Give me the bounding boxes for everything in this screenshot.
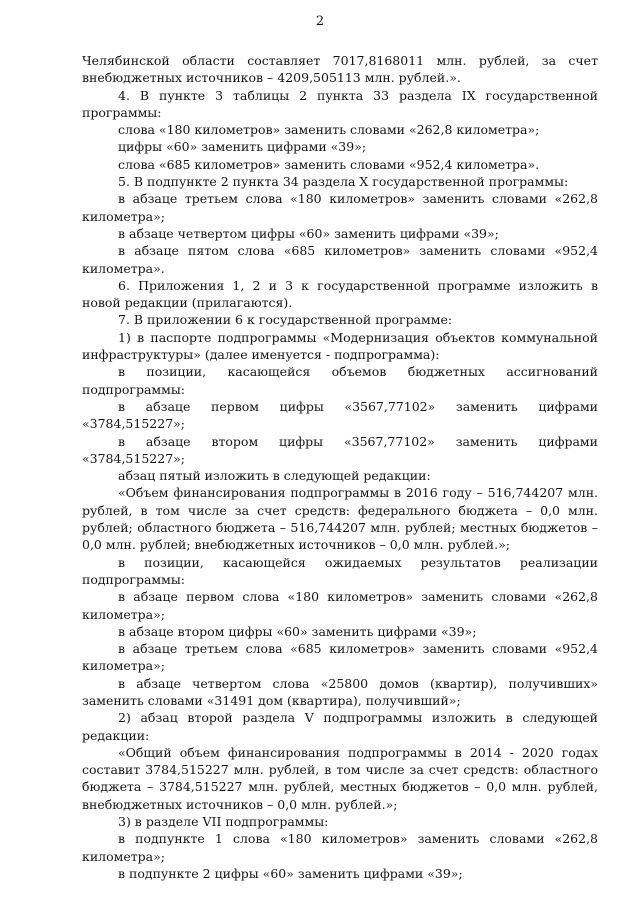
paragraph-p21: в абзаце третьем слова «685 километров» заменить словами «952,4 километра»; <box>82 641 598 674</box>
paragraph-p02: 4. В пункте 3 таблицы 2 пункта 33 раздела IX государственной программы: <box>82 87 598 120</box>
paragraph-p15: в абзаце втором цифры «3567,77102» заменить цифрами «3784,515227»; <box>82 433 598 466</box>
paragraph-p17: «Объем финансирования подпрограммы в 2016 году – 516,744207 млн. рублей, в том числе за счет средств: федерального бюджета – 0,0 млн. рублей; областного бюджета – 516,744207 млн. рублей; местных бюджетов – 0,0 млн. рублей; внебюджетных источников – 0,0 млн. рублей.»; <box>82 485 598 553</box>
paragraph-p24: «Общий объем финансирования подпрограммы в 2014 - 2020 годах составит 3784,515227 млн. рублей, в том числе за счет средств: областного бюджета – 3784,515227 млн. рублей, местных бюджетов – 0,0 млн. рублей, внебюджетных источников – 0,0 млн. рублей.»; <box>82 744 598 812</box>
paragraph-p04: цифры «60» заменить цифрами «39»; <box>118 139 367 155</box>
paragraph-p16: абзац пятый изложить в следующей редакции: <box>118 468 431 484</box>
paragraph-p25: 3) в разделе VII подпрограммы: <box>118 814 329 830</box>
paragraph-p05: слова «685 километров» заменить словами «952,4 километра». <box>118 156 540 172</box>
paragraph-p08: в абзаце четвертом цифры «60» заменить цифрами «39»; <box>118 225 499 241</box>
document-body <box>82 52 598 882</box>
paragraph-p07: в абзаце третьем слова «180 километров» заменить словами «262,8 километра»; <box>82 191 598 224</box>
paragraph-p01: Челябинской области составляет 7017,8168011 млн. рублей, за счет внебюджетных источников – 4209,505113 млн. рублей.». <box>82 53 598 86</box>
paragraph-p11: 7. В приложении 6 к государственной программе: <box>118 312 453 328</box>
paragraph-p19: в абзаце первом слова «180 километров» заменить словами «262,8 километра»; <box>82 589 598 622</box>
paragraph-p06: 5. В подпункте 2 пункта 34 раздела X государственной программы: <box>118 174 569 190</box>
paragraph-p14: в абзаце первом цифры «3567,77102» заменить цифрами «3784,515227»; <box>82 398 598 432</box>
paragraph-p18: в позиции, касающейся ожидаемых результатов реализации подпрограммы: <box>82 554 598 587</box>
paragraph-p23: 2) абзац второй раздела V подпрограммы изложить в следующей редакции: <box>82 710 598 743</box>
paragraph-p12: 1) в паспорте подпрограммы «Модернизация объектов коммунальной инфраструктуры» (далее именуется - подпрограмма): <box>82 329 598 363</box>
page-number: 2 <box>315 14 325 29</box>
paragraph-p22: в абзаце четвертом слова «25800 домов (квартир), получивших» заменить словами «31491 дом (квартира), получивший»; <box>82 675 598 708</box>
paragraph-p20: в абзаце втором цифры «60» заменить цифрами «39»; <box>118 623 477 639</box>
paragraph-p03: слова «180 километров» заменить словами «262,8 километра»; <box>118 122 540 138</box>
paragraph-p13: в позиции, касающейся объемов бюджетных ассигнований подпрограммы: <box>82 364 598 397</box>
paragraph-p26: в подпункте 1 слова «180 километров» заменить словами «262,8 километра»; <box>82 831 598 864</box>
paragraph-p27: в подпункте 2 цифры «60» заменить цифрами «39»; <box>118 865 463 881</box>
paragraph-p09: в абзаце пятом слова «685 километров» заменить словами «952,4 километра». <box>82 243 598 276</box>
paragraph-p10: 6. Приложения 1, 2 и 3 к государственной программе изложить в новой редакции (прилагаются). <box>82 277 598 311</box>
